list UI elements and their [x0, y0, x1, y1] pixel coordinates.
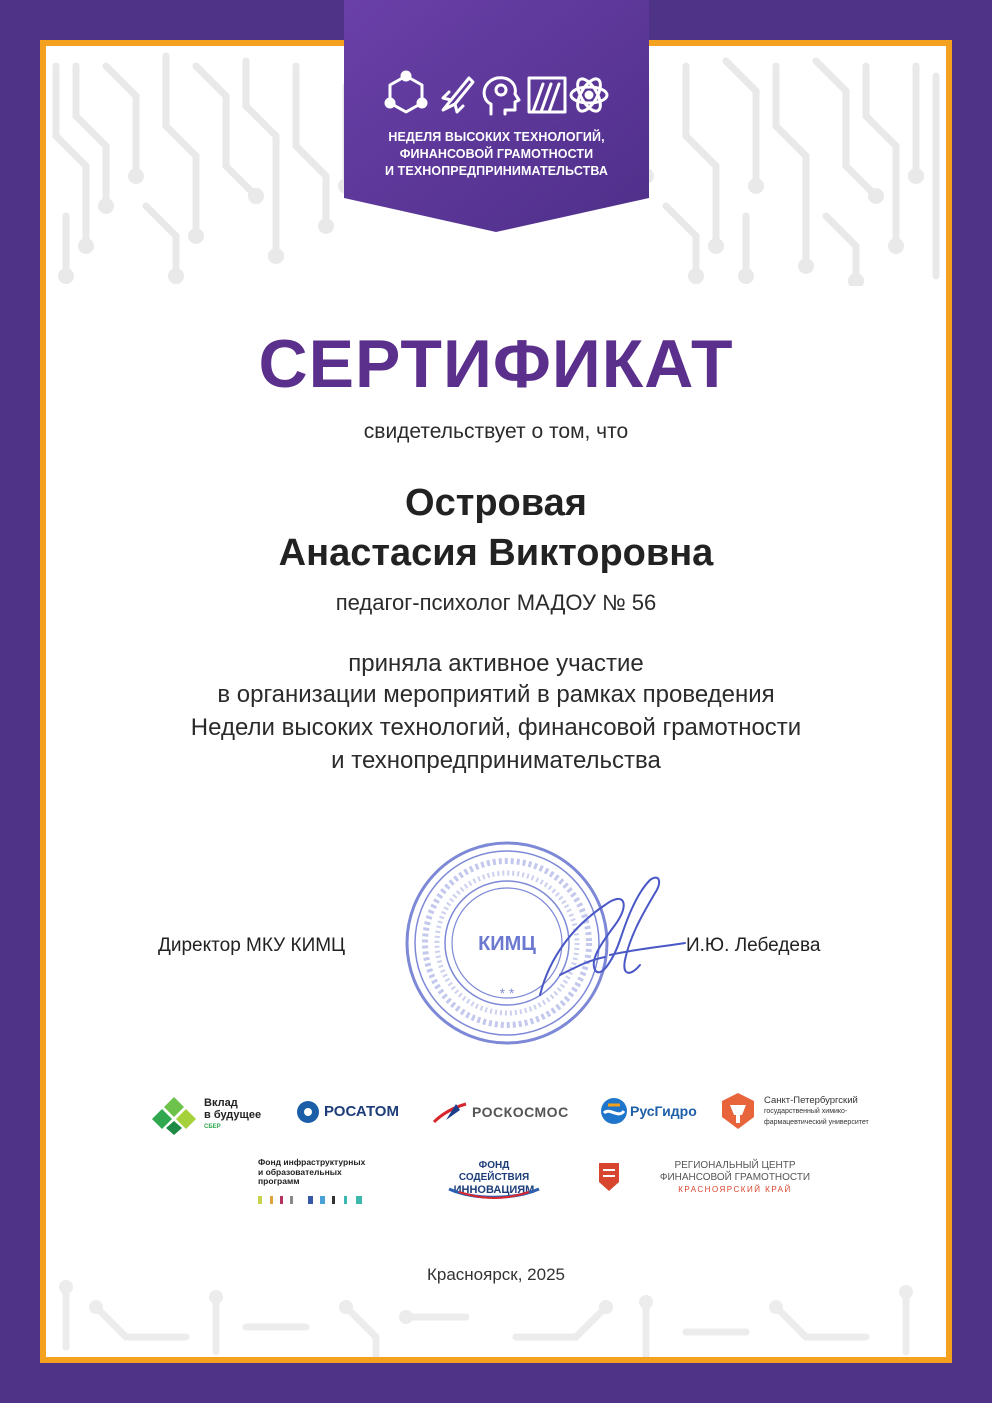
- vklad-small: СБЕР: [204, 1124, 221, 1130]
- innov-swoosh: [444, 1186, 544, 1200]
- fond-line-3: программ: [258, 1176, 300, 1186]
- innov-line-1: ФОНД СОДЕЙСТВИЯ: [458, 1160, 530, 1183]
- logo-fond-innovations: [444, 1160, 544, 1204]
- fond-line-1: Фонд инфраструктурных: [258, 1157, 366, 1167]
- banner-title-line-1: НЕДЕЛЯ ВЫСОКИХ ТЕХНОЛОГИЙ,: [388, 130, 605, 144]
- logo-spb-pharma-university: [718, 1091, 878, 1135]
- stamp-center-text: КИМЦ: [478, 933, 536, 955]
- recipient-given-names: Анастасия Викторовна: [278, 532, 714, 574]
- rosatom-icon: [296, 1100, 320, 1124]
- banner-title-line-2: ФИНАНСОВОЙ ГРАМОТНОСТИ: [399, 147, 594, 161]
- body-line-1: приняла активное участие: [348, 650, 644, 677]
- logo-regional-financial-center: [640, 1160, 830, 1204]
- logo-rushydro: [600, 1097, 700, 1127]
- atom-icon: [571, 75, 607, 114]
- krasnoyarsk-emblem-icon: [598, 1162, 626, 1194]
- krasnoyarsk-shield-icon: [598, 1162, 620, 1192]
- spb-university-emblem-icon: [718, 1091, 758, 1131]
- rushydro-icon: [600, 1097, 628, 1125]
- city-year: Красноярск, 2025: [426, 1265, 566, 1284]
- witness-text: свидетельствует о том, что: [363, 420, 629, 443]
- vklad-line-2: в будущее: [204, 1109, 262, 1121]
- rc-line-3: КРАСНОЯРСКИЙ КРАЙ: [678, 1185, 792, 1194]
- spb-line-1: Санкт-Петербургский: [764, 1095, 858, 1106]
- logo-fond-infrastructure: [258, 1158, 398, 1208]
- body-line-4: и технопредпринимательства: [331, 747, 661, 774]
- banner-icons: [381, 70, 611, 120]
- director-name: И.Ю. Лебедева: [686, 935, 821, 956]
- recipient-position: педагог-психолог МАДОУ № 56: [335, 590, 657, 615]
- vklad-logo-icon: [152, 1095, 196, 1135]
- logo-rosatom: [296, 1100, 411, 1126]
- head-profile-icon: [484, 78, 519, 114]
- rc-line-2: ФИНАНСОВОЙ ГРАМОТНОСТИ: [659, 1172, 811, 1183]
- rocket-icon: [443, 78, 473, 112]
- rosatom-text: РОСАТОМ: [324, 1103, 399, 1120]
- fond-color-bars: [258, 1196, 368, 1206]
- finance-chart-icon: [529, 78, 565, 112]
- roscosmos-text: РОСКОСМОС: [472, 1104, 569, 1120]
- banner-title-line-3: И ТЕХНОПРЕДПРИНИМАТЕЛЬСТВА: [384, 164, 609, 178]
- body-line-3: Недели высоких технологий, финансовой грамотности: [190, 714, 802, 741]
- handwritten-signature: [520, 865, 690, 1005]
- rushydro-text: РусГидро: [630, 1103, 697, 1119]
- fond-line-2: и образовательных: [258, 1166, 342, 1177]
- body-line-2: в организации мероприятий в рамках проведения: [217, 681, 775, 708]
- certificate-title: СЕРТИФИКАТ: [258, 326, 734, 402]
- molecule-icon: [386, 72, 426, 112]
- recipient-surname: Островая: [405, 482, 587, 524]
- logo-roscosmos: [432, 1100, 582, 1126]
- svg-text:* *: * *: [499, 985, 515, 1001]
- spb-line-2: государственный химико-: [764, 1108, 848, 1115]
- director-label: Директор МКУ КИМЦ: [158, 935, 346, 956]
- vklad-line-1: Вклад: [204, 1097, 238, 1109]
- circuit-pattern-bottom: [46, 1277, 946, 1357]
- innov-line-2: ИННОВАЦИЯМ: [453, 1184, 535, 1196]
- spb-line-3: фармацевтический университет: [764, 1119, 869, 1126]
- roscosmos-icon: [432, 1100, 468, 1124]
- rc-line-1: РЕГИОНАЛЬНЫЙ ЦЕНТР: [674, 1160, 796, 1171]
- logo-vklad-v-budushchee: [152, 1095, 282, 1135]
